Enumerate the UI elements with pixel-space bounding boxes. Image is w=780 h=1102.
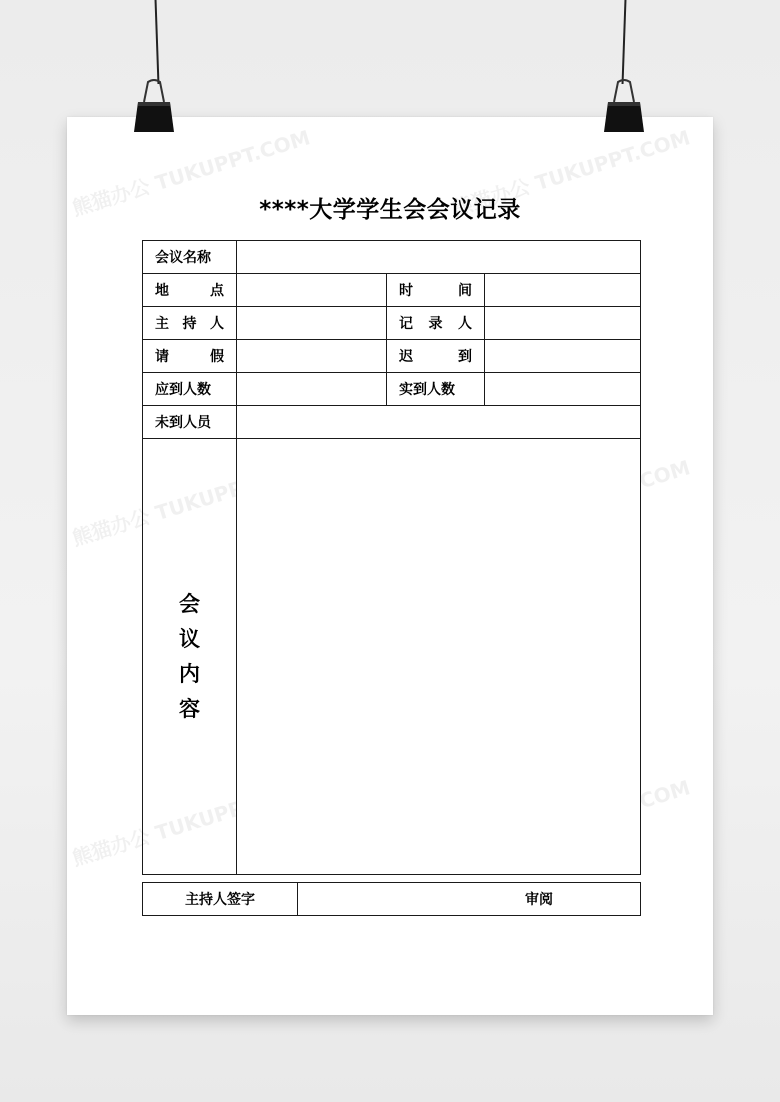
label-meeting-name: 会议名称 [143,241,237,274]
label-location: 地点 [143,274,237,307]
actual-count-field[interactable] [485,373,641,406]
content-label-char: 会 [179,591,200,616]
form-row-attendance [143,373,641,406]
label-meeting-content [143,439,237,875]
label-leave: 请假 [143,340,237,373]
expected-count-field[interactable] [237,373,387,406]
hanging-wire-right [622,0,627,84]
form-row-location-time [143,274,641,307]
binder-clip-left-icon [130,78,178,134]
leave-field[interactable] [237,340,387,373]
watermark-text: 熊猫办公 TUKUPPT.COM [69,775,313,871]
watermark-text: 熊猫办公 TUKUPPT.COM [69,455,313,551]
content-label-char: 议 [179,626,200,651]
host-field[interactable] [237,307,387,340]
meeting-content-field[interactable] [237,439,641,875]
document-title: ****大学学生会会议记录 [259,197,521,223]
form-row-leave-late [143,340,641,373]
meeting-record-form [142,240,641,875]
recorder-field[interactable] [485,307,641,340]
form-row-host-recorder [143,307,641,340]
watermark-text: 熊猫办公 TUKUPPT.COM [69,125,313,221]
review-field[interactable] [298,883,641,916]
document-paper [67,117,713,1015]
late-field[interactable] [485,340,641,373]
label-actual-count: 实到人数 [387,373,485,406]
label-expected-count: 应到人数 [143,373,237,406]
label-absent: 未到人员 [143,406,237,439]
hanging-wire-left [155,0,160,84]
content-label-char: 容 [179,696,200,721]
signature-table [142,882,641,916]
form-row-absent [143,406,641,439]
binder-clip-right-icon [600,78,648,134]
content-label-char: 内 [179,661,200,686]
form-row-content [143,439,641,875]
label-host-signature: 主持人签字 [143,883,298,916]
absent-field[interactable] [237,406,641,439]
time-field[interactable] [485,274,641,307]
meeting-name-field[interactable] [237,241,641,274]
form-row-signature [143,883,641,916]
watermark-text: 熊猫办公 TUKUPPT.COM [449,125,693,221]
label-host: 主持人 [143,307,237,340]
form-row-meeting-name [143,241,641,274]
label-late: 迟到 [387,340,485,373]
location-field[interactable] [237,274,387,307]
label-time: 时间 [387,274,485,307]
label-review: 审阅 [525,892,553,908]
label-recorder: 记录人 [387,307,485,340]
